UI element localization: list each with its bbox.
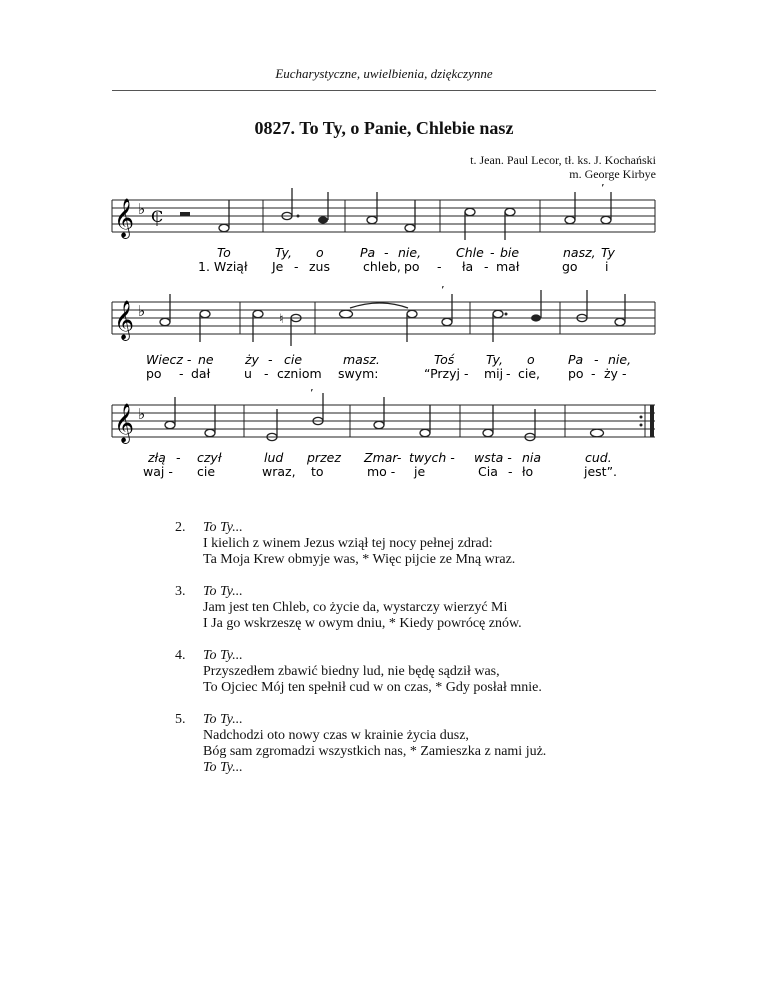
- verse-number: 3.: [175, 584, 186, 599]
- svg-text:Ty,: Ty,: [486, 352, 503, 367]
- svg-text:masz.: masz.: [343, 352, 380, 367]
- svg-text:-: -: [591, 366, 596, 381]
- staff-system-1: [112, 182, 655, 274]
- svg-text:zus: zus: [309, 259, 330, 274]
- verse-5: [175, 712, 546, 776]
- music-credit: m. George Kirbye: [569, 167, 656, 181]
- treble-clef-icon: 𝄞: [114, 300, 135, 340]
- refrain-reference: To Ty...: [203, 520, 243, 535]
- flat-icon: ♭: [138, 200, 146, 218]
- breath-mark-icon: ’: [310, 387, 314, 400]
- svg-text:-: -: [176, 450, 181, 465]
- verse-line: I kielich z winem Jezus wziął tej nocy pełnej zdrad:: [203, 536, 493, 551]
- breath-mark-icon: ’: [601, 182, 605, 195]
- svg-text:o: o: [527, 352, 535, 367]
- svg-text:-: -: [594, 352, 599, 367]
- svg-text:ło: ło: [522, 464, 534, 479]
- svg-text:ne: ne: [198, 352, 214, 367]
- refrain-reference-end: To Ty...: [203, 760, 243, 775]
- svg-text:Ty: Ty: [601, 245, 615, 260]
- svg-text:To: To: [217, 245, 231, 260]
- svg-text:je: je: [414, 464, 426, 479]
- staff-system-3: [112, 387, 655, 479]
- staff-system-2: [112, 284, 655, 381]
- svg-text:1. Wziął: 1. Wziął: [198, 259, 248, 274]
- section-header: Eucharystyczne, uwielbienia, dziękczynne: [275, 66, 493, 81]
- text-credit: t. Jean. Paul Lecor, tł. ks. J. Kochański: [470, 153, 656, 167]
- half-rest: [180, 212, 190, 216]
- svg-text:nie,: nie,: [608, 352, 632, 367]
- svg-text:Ty,: Ty,: [275, 245, 292, 260]
- svg-text:wraz,: wraz,: [262, 464, 296, 479]
- verse-line: I Ja go wskrzeszę w owym dniu, * Kiedy powrócę znów.: [203, 616, 522, 631]
- svg-text:ła: ła: [462, 259, 474, 274]
- svg-text:-: -: [506, 366, 511, 381]
- svg-text:Pa: Pa: [568, 352, 584, 367]
- svg-text:cie: cie: [284, 352, 303, 367]
- svg-text:mij: mij: [484, 366, 504, 381]
- svg-text:-: -: [508, 464, 513, 479]
- lyrics-refrain-3: [147, 450, 612, 465]
- svg-text:nasz,: nasz,: [563, 245, 596, 260]
- svg-text:-: -: [484, 259, 489, 274]
- svg-text:bie: bie: [500, 245, 520, 260]
- breath-mark-icon: ’: [441, 284, 445, 297]
- refrain-reference: To Ty...: [203, 648, 243, 663]
- svg-text:ży: ży: [604, 366, 618, 381]
- svg-text:cie: cie: [197, 464, 216, 479]
- verse-line: Nadchodzi oto nowy czas w krainie życia dusz,: [203, 728, 469, 743]
- svg-text:ży: ży: [245, 352, 259, 367]
- svg-text:swym:: swym:: [338, 366, 379, 381]
- svg-text:mał: mał: [496, 259, 520, 274]
- svg-text:-: -: [264, 366, 269, 381]
- verse-line: Przyszedłem zbawić biedny lud, nie będę sądził was,: [203, 664, 500, 679]
- svg-text:po: po: [404, 259, 420, 274]
- verse-4: [175, 648, 546, 696]
- svg-text:Cia: Cia: [478, 464, 498, 479]
- svg-text:Zmar-: Zmar-: [364, 450, 402, 465]
- svg-text:twych -: twych -: [409, 450, 455, 465]
- song-title: 0827. To Ty, o Panie, Chlebie nasz: [254, 118, 514, 138]
- svg-text:Wiecz -: Wiecz -: [146, 352, 192, 367]
- cut-time-icon: C: [151, 207, 164, 226]
- svg-text:o: o: [316, 245, 324, 260]
- svg-text:-: -: [622, 366, 627, 381]
- verse-2: [175, 520, 546, 568]
- svg-text:nie,: nie,: [398, 245, 422, 260]
- verse-line: Ta Moja Krew obmyje was, * Więc pijcie ze Mną wraz.: [203, 552, 516, 567]
- verses-section: [175, 520, 546, 792]
- svg-text:waj -: waj -: [143, 464, 173, 479]
- svg-text:-: -: [384, 245, 389, 260]
- svg-text:-: -: [294, 259, 299, 274]
- svg-text:cie,: cie,: [518, 366, 541, 381]
- treble-clef-icon: 𝄞: [114, 198, 135, 238]
- svg-text:Je: Je: [272, 259, 284, 274]
- svg-text:dał: dał: [191, 366, 211, 381]
- lyrics-refrain-1: [217, 245, 616, 260]
- natural-icon: ♮: [279, 312, 284, 327]
- svg-text:Toś: Toś: [434, 352, 455, 367]
- lyrics-verse1-2: [146, 366, 627, 381]
- verse-line: Jam jest ten Chleb, co życie da, wystarczy wierzyć Mi: [203, 600, 508, 615]
- refrain-reference: To Ty...: [203, 584, 243, 599]
- verse-number: 2.: [175, 520, 186, 535]
- svg-text:to: to: [311, 464, 324, 479]
- svg-text:po: po: [146, 366, 162, 381]
- svg-text:Chle: Chle: [456, 245, 484, 260]
- svg-text:czył: czył: [197, 450, 222, 465]
- svg-text:złą: złą: [148, 450, 166, 465]
- svg-text:lud: lud: [264, 450, 284, 465]
- svg-text:mo -: mo -: [367, 464, 396, 479]
- svg-text:przez: przez: [307, 450, 341, 465]
- svg-text:-: -: [490, 245, 495, 260]
- svg-text:“Przyj -: “Przyj -: [424, 366, 469, 381]
- svg-text:nia: nia: [522, 450, 542, 465]
- verse-number: 5.: [175, 712, 186, 727]
- svg-text:po: po: [568, 366, 584, 381]
- treble-clef-icon: 𝄞: [114, 403, 135, 443]
- svg-text:u: u: [244, 366, 252, 381]
- svg-text:wsta -: wsta -: [474, 450, 512, 465]
- svg-text:go: go: [562, 259, 578, 274]
- svg-text:jest”.: jest”.: [584, 464, 618, 479]
- svg-text:chleb,: chleb,: [363, 259, 401, 274]
- refrain-reference: To Ty...: [203, 712, 243, 727]
- lyrics-refrain-2: [146, 352, 631, 367]
- svg-text:czniom: czniom: [277, 366, 322, 381]
- svg-text:-: -: [268, 352, 273, 367]
- svg-text:i: i: [605, 259, 609, 274]
- verse-line: To Ojciec Mój ten spełnił cud w on czas, * Gdy posłał mnie.: [203, 680, 542, 695]
- flat-icon: ♭: [138, 405, 146, 423]
- final-barline: [650, 405, 654, 437]
- svg-text:-: -: [179, 366, 184, 381]
- svg-text:Pa: Pa: [360, 245, 376, 260]
- lyrics-verse1-1: [198, 259, 608, 274]
- verse-number: 4.: [175, 648, 186, 663]
- verse-3: [175, 584, 546, 632]
- verse-line: Bóg sam zgromadzi wszystkich nas, * Zamieszka z nami już.: [203, 744, 547, 759]
- svg-text:-: -: [437, 259, 442, 274]
- lyrics-verse1-3: [143, 464, 617, 479]
- svg-text:cud.: cud.: [585, 450, 612, 465]
- flat-icon: ♭: [138, 302, 146, 320]
